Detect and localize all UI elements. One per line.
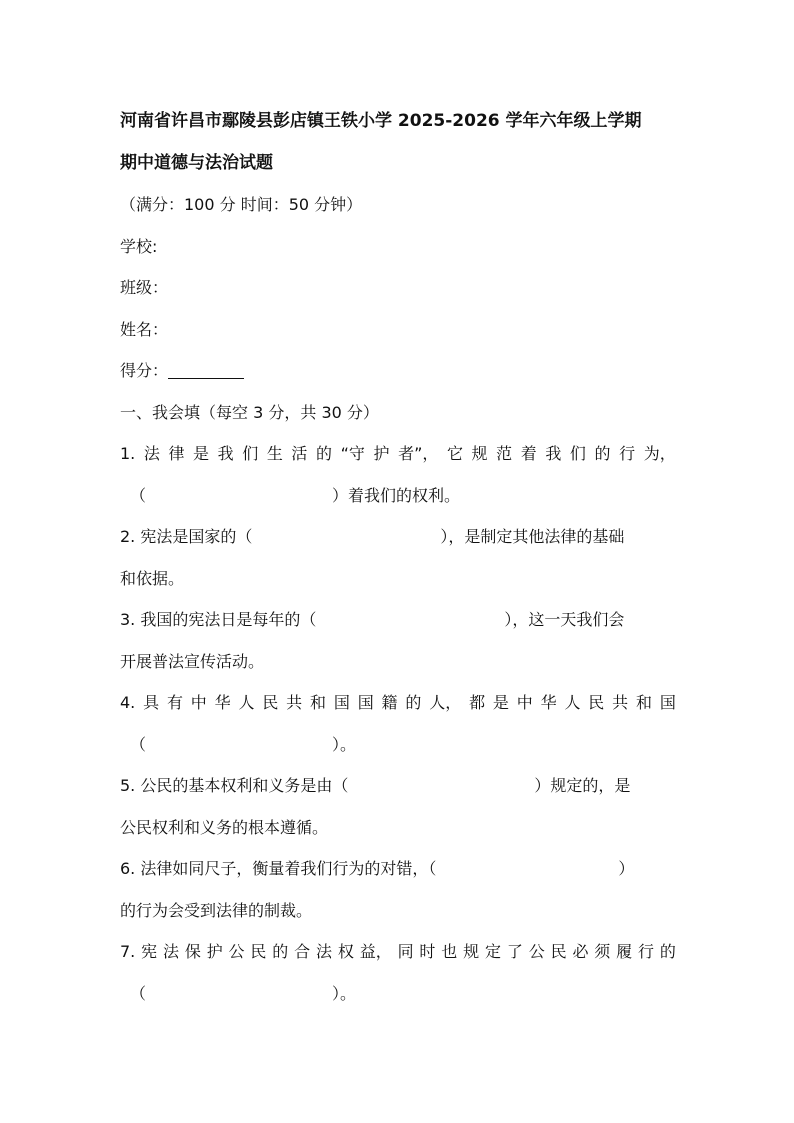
- q7-token: 宪: [141, 942, 158, 961]
- q1-token: 范: [496, 444, 513, 463]
- q4-token: 共: [286, 693, 303, 712]
- q7-token: 合: [294, 942, 311, 961]
- question-3-line2: 开展普法宣传活动。: [120, 651, 265, 671]
- q1-token: 护: [373, 444, 390, 463]
- q1-token: 们: [242, 444, 259, 463]
- q4-token: 共: [612, 693, 629, 712]
- question-3-line1: [120, 599, 676, 641]
- section-heading: 一、我会填（每空 3 分，共 30 分）: [120, 402, 379, 422]
- q7-token: 法: [315, 942, 332, 961]
- q7-token: 时: [419, 942, 436, 961]
- question-2-line1: [120, 516, 676, 558]
- q6-pre-text: 6. 法律如同尺子，衡量着我们行为的对错，（: [120, 859, 437, 878]
- q1-token: 1.: [120, 444, 136, 463]
- q1-token: 法: [143, 444, 160, 463]
- q4-open-paren: （: [130, 734, 147, 754]
- q7-token: 须: [594, 942, 611, 961]
- q1-token: 的: [316, 444, 333, 463]
- q1-open-paren: （: [130, 485, 147, 505]
- q4-token: 和: [310, 693, 327, 712]
- q7-token: 了: [506, 942, 523, 961]
- q1-token: 我: [217, 444, 234, 463]
- question-1-line1: [120, 433, 676, 475]
- score-label: 得分：: [120, 361, 169, 380]
- q4-token: 人: [564, 693, 581, 712]
- question-6-line2: 的行为会受到法律的制裁。: [120, 900, 313, 920]
- q1-token: 我: [545, 444, 562, 463]
- q7-token: 履: [616, 942, 633, 961]
- exam-meta: （满分：100 分 时间：50 分钟）: [120, 195, 363, 214]
- q7-token: 权: [337, 942, 354, 961]
- q4-token: 国: [333, 693, 350, 712]
- q7-open-paren: （: [130, 983, 147, 1003]
- q4-token: 是: [492, 693, 509, 712]
- q7-close-text: ）。: [332, 983, 357, 1003]
- q7-token: 民: [250, 942, 267, 961]
- q4-token: 国: [659, 693, 676, 712]
- q1-close-text: ）着我们的权利。: [332, 485, 461, 505]
- q7-token: 民: [550, 942, 567, 961]
- exam-page: [120, 100, 676, 1014]
- q5-pre-text: 5. 公民的基本权利和义务是由（: [120, 776, 349, 795]
- q4-token: 民: [588, 693, 605, 712]
- q1-token: 的: [594, 444, 611, 463]
- q4-token: 华: [540, 693, 557, 712]
- q4-token: 中: [190, 693, 207, 712]
- q2-pre-text: 2. 宪法是国家的（: [120, 527, 253, 546]
- q1-token: 行: [619, 444, 636, 463]
- q7-token: 保: [184, 942, 201, 961]
- q1-token: 是: [193, 444, 210, 463]
- exam-title-line2: 期中道德与法治试题: [120, 153, 273, 173]
- question-6-line1: [120, 848, 676, 890]
- q4-token: 具: [143, 693, 160, 712]
- q7-token: 7.: [120, 942, 136, 961]
- q4-token: 籍: [381, 693, 398, 712]
- score-line: [120, 350, 676, 392]
- q4-close-text: ）。: [332, 734, 357, 754]
- q1-token: 规: [471, 444, 488, 463]
- q4-token: 民: [262, 693, 279, 712]
- q1-token: 者”，: [398, 444, 439, 463]
- q4-token: 都: [469, 693, 486, 712]
- q2-post-text: ），是制定其他法律的基础: [440, 527, 625, 546]
- q4-token: 和: [635, 693, 652, 712]
- q4-token: 华: [214, 693, 231, 712]
- q7-token: 也: [441, 942, 458, 961]
- q4-token: 国: [357, 693, 374, 712]
- q1-token: “守: [340, 444, 365, 463]
- question-7-line1: [120, 931, 676, 973]
- q4-token: 的: [405, 693, 422, 712]
- q7-token: 法: [162, 942, 179, 961]
- q1-token: 它: [446, 444, 463, 463]
- q1-token: 为，: [643, 444, 676, 463]
- q1-token: 律: [168, 444, 185, 463]
- name-label: 姓名：: [120, 319, 169, 339]
- q7-token: 必: [572, 942, 589, 961]
- q1-token: 活: [291, 444, 308, 463]
- q4-token: 人，: [429, 693, 462, 712]
- q6-post-text: ）: [618, 859, 635, 878]
- exam-title-line1: 河南省许昌市鄢陵县彭店镇王铁小学 2025-2026 学年六年级上学期: [120, 111, 642, 131]
- question-5-line1: [120, 765, 676, 807]
- question-2-line2: 和依据。: [120, 568, 185, 588]
- q4-token: 人: [238, 693, 255, 712]
- q7-token: 同: [397, 942, 414, 961]
- q4-token: 4.: [120, 693, 136, 712]
- q7-token: 规: [463, 942, 480, 961]
- q1-token: 着: [520, 444, 537, 463]
- q7-token: 的: [659, 942, 676, 961]
- q4-token: 有: [166, 693, 183, 712]
- q1-token: 生: [266, 444, 283, 463]
- question-7-line2: [120, 973, 676, 1015]
- q3-pre-text: 3. 我国的宪法日是每年的（: [120, 610, 317, 629]
- q1-token: 们: [569, 444, 586, 463]
- q5-post-text: ）规定的，是: [534, 776, 631, 795]
- q7-token: 的: [272, 942, 289, 961]
- question-4-line2: [120, 724, 676, 766]
- q3-post-text: ），这一天我们会: [504, 610, 625, 629]
- class-label: 班级：: [120, 278, 169, 297]
- q7-token: 定: [485, 942, 502, 961]
- score-blank[interactable]: [168, 360, 244, 379]
- question-4-line1: [120, 682, 676, 724]
- q7-token: 护: [206, 942, 223, 961]
- q7-token: 公: [228, 942, 245, 961]
- question-5-line2: 公民权利和义务的根本遵循。: [120, 817, 329, 837]
- q7-token: 公: [528, 942, 545, 961]
- q4-token: 中: [516, 693, 533, 712]
- question-1-line2: [120, 475, 676, 517]
- school-label: 学校:: [120, 236, 158, 256]
- q7-token: 益，: [359, 942, 392, 961]
- q7-token: 行: [638, 942, 655, 961]
